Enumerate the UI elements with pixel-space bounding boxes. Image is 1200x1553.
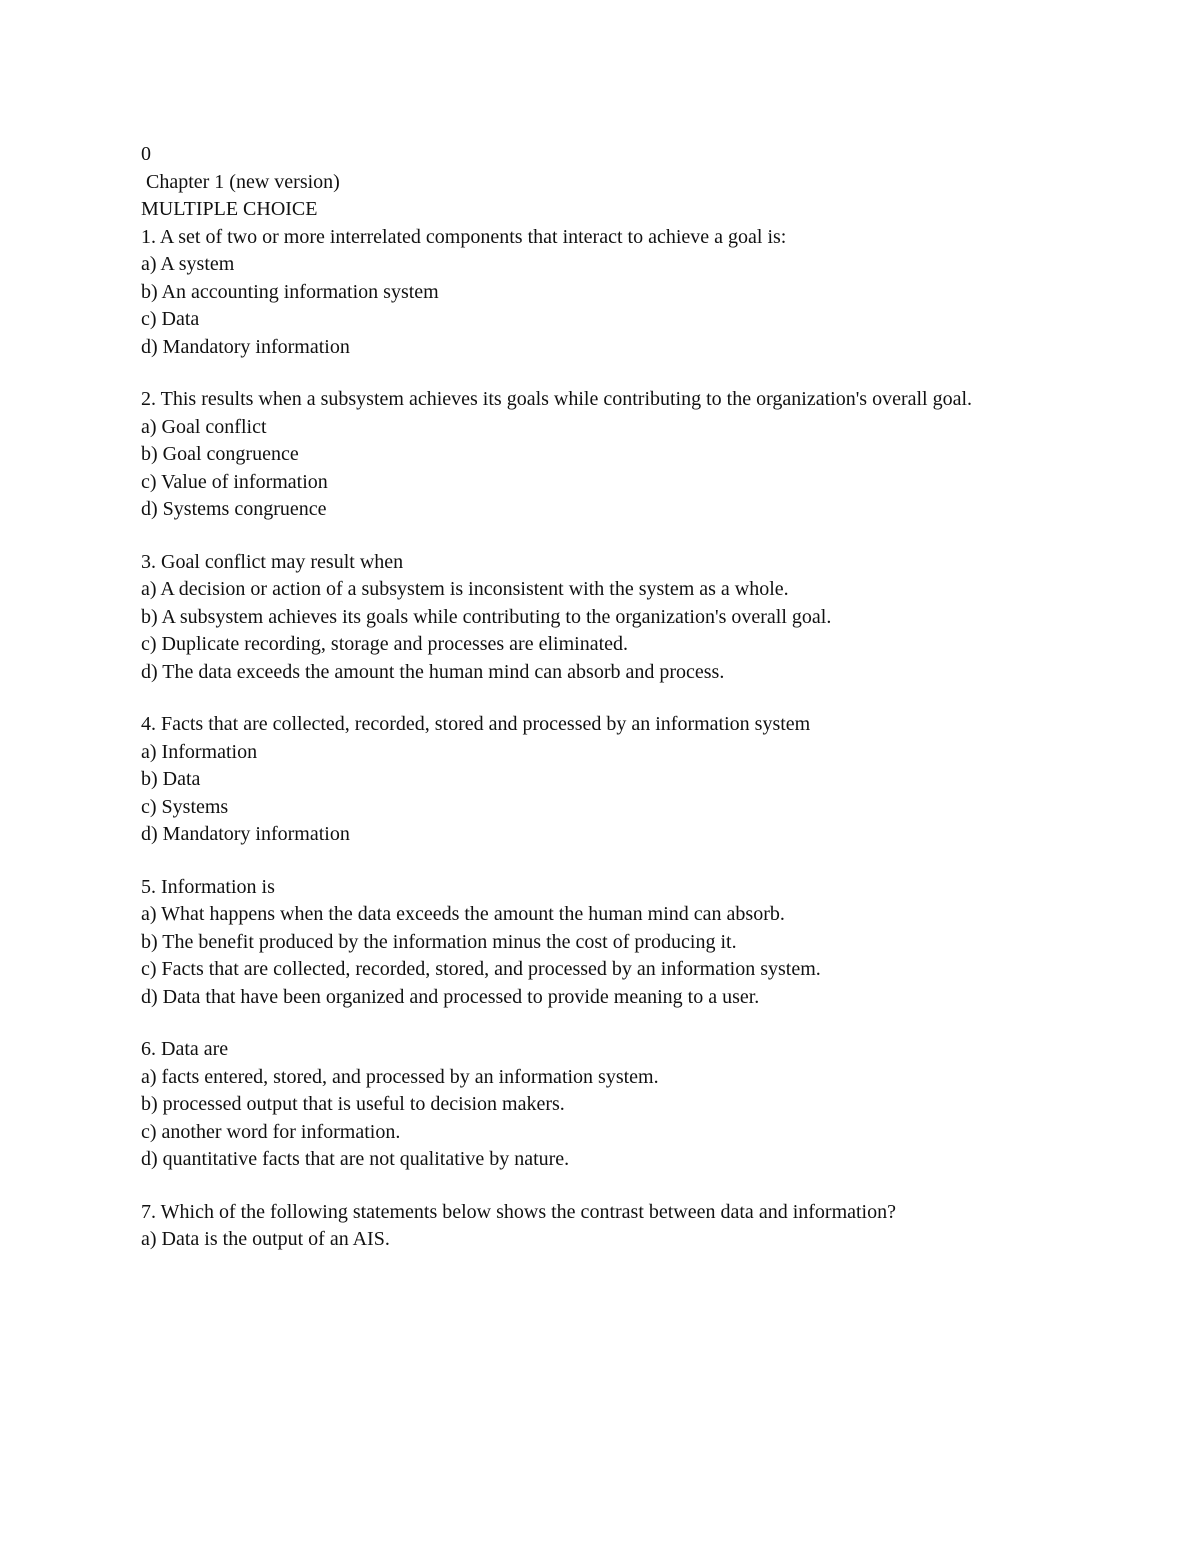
answer-option: d) Mandatory information <box>141 823 350 845</box>
answer-option: a) A system <box>141 253 235 275</box>
answer-option: c) Duplicate recording, storage and processes are eliminated. <box>141 633 629 655</box>
answer-option: a) What happens when the data exceeds the amount the human mind can absorb. <box>141 903 785 925</box>
answer-option: d) Data that have been organized and processed to provide meaning to a user. <box>141 985 760 1008</box>
question-text: 6. Data are <box>141 1038 229 1060</box>
question-text: 1. A set of two or more interrelated components that interact to achieve a goal is: <box>141 225 787 248</box>
question-5 <box>141 874 1061 1012</box>
answer-option: d) Systems congruence <box>141 498 327 520</box>
question-text: 5. Information is <box>141 875 275 898</box>
answer-option: b) Data <box>141 768 201 790</box>
answer-option: a) Information <box>141 740 258 763</box>
answer-option: c) another word for information. <box>141 1120 401 1143</box>
question-2 <box>141 386 1061 524</box>
question-text: 7. Which of the following statements below shows the contrast between data and information? <box>141 1200 896 1223</box>
question-6 <box>141 1036 1061 1174</box>
page-number: 0 <box>141 143 151 165</box>
answer-option: a) Goal conflict <box>141 415 267 438</box>
answer-option: a) Data is the output of an AIS. <box>141 1228 390 1250</box>
answer-option: c) Facts that are collected, recorded, stored, and processed by an information system. <box>141 958 821 980</box>
question-text: 2. This results when a subsystem achieves its goals while contributing to the organization's overall goal. <box>141 388 973 410</box>
question-7 <box>141 1199 1061 1254</box>
document-page <box>141 141 1061 1279</box>
question-text: 3. Goal conflict may result when <box>141 550 404 573</box>
question-text: 4. Facts that are collected, recorded, stored and processed by an information system <box>141 713 811 735</box>
answer-option: b) Goal congruence <box>141 443 299 465</box>
answer-option: b) An accounting information system <box>141 280 439 303</box>
answer-option: b) The benefit produced by the information minus the cost of producing it. <box>141 930 737 953</box>
chapter-title: Chapter 1 (new version) <box>141 170 340 193</box>
answer-option: b) A subsystem achieves its goals while contributing to the organization's overall goal. <box>141 605 832 628</box>
answer-option: d) Mandatory information <box>141 335 350 358</box>
answer-option: d) quantitative facts that are not qualitative by nature. <box>141 1148 570 1170</box>
answer-option: a) facts entered, stored, and processed by an information system. <box>141 1065 659 1088</box>
question-4 <box>141 711 1061 849</box>
answer-option: c) Value of information <box>141 470 328 493</box>
question-1 <box>141 224 1061 362</box>
answer-option: a) A decision or action of a subsystem is inconsistent with the system as a whole. <box>141 578 789 600</box>
answer-option: c) Systems <box>141 795 229 818</box>
answer-option: d) The data exceeds the amount the human mind can absorb and process. <box>141 660 725 683</box>
answer-option: c) Data <box>141 308 200 330</box>
question-3 <box>141 549 1061 687</box>
answer-option: b) processed output that is useful to decision makers. <box>141 1093 565 1115</box>
section-heading: MULTIPLE CHOICE <box>141 198 318 220</box>
